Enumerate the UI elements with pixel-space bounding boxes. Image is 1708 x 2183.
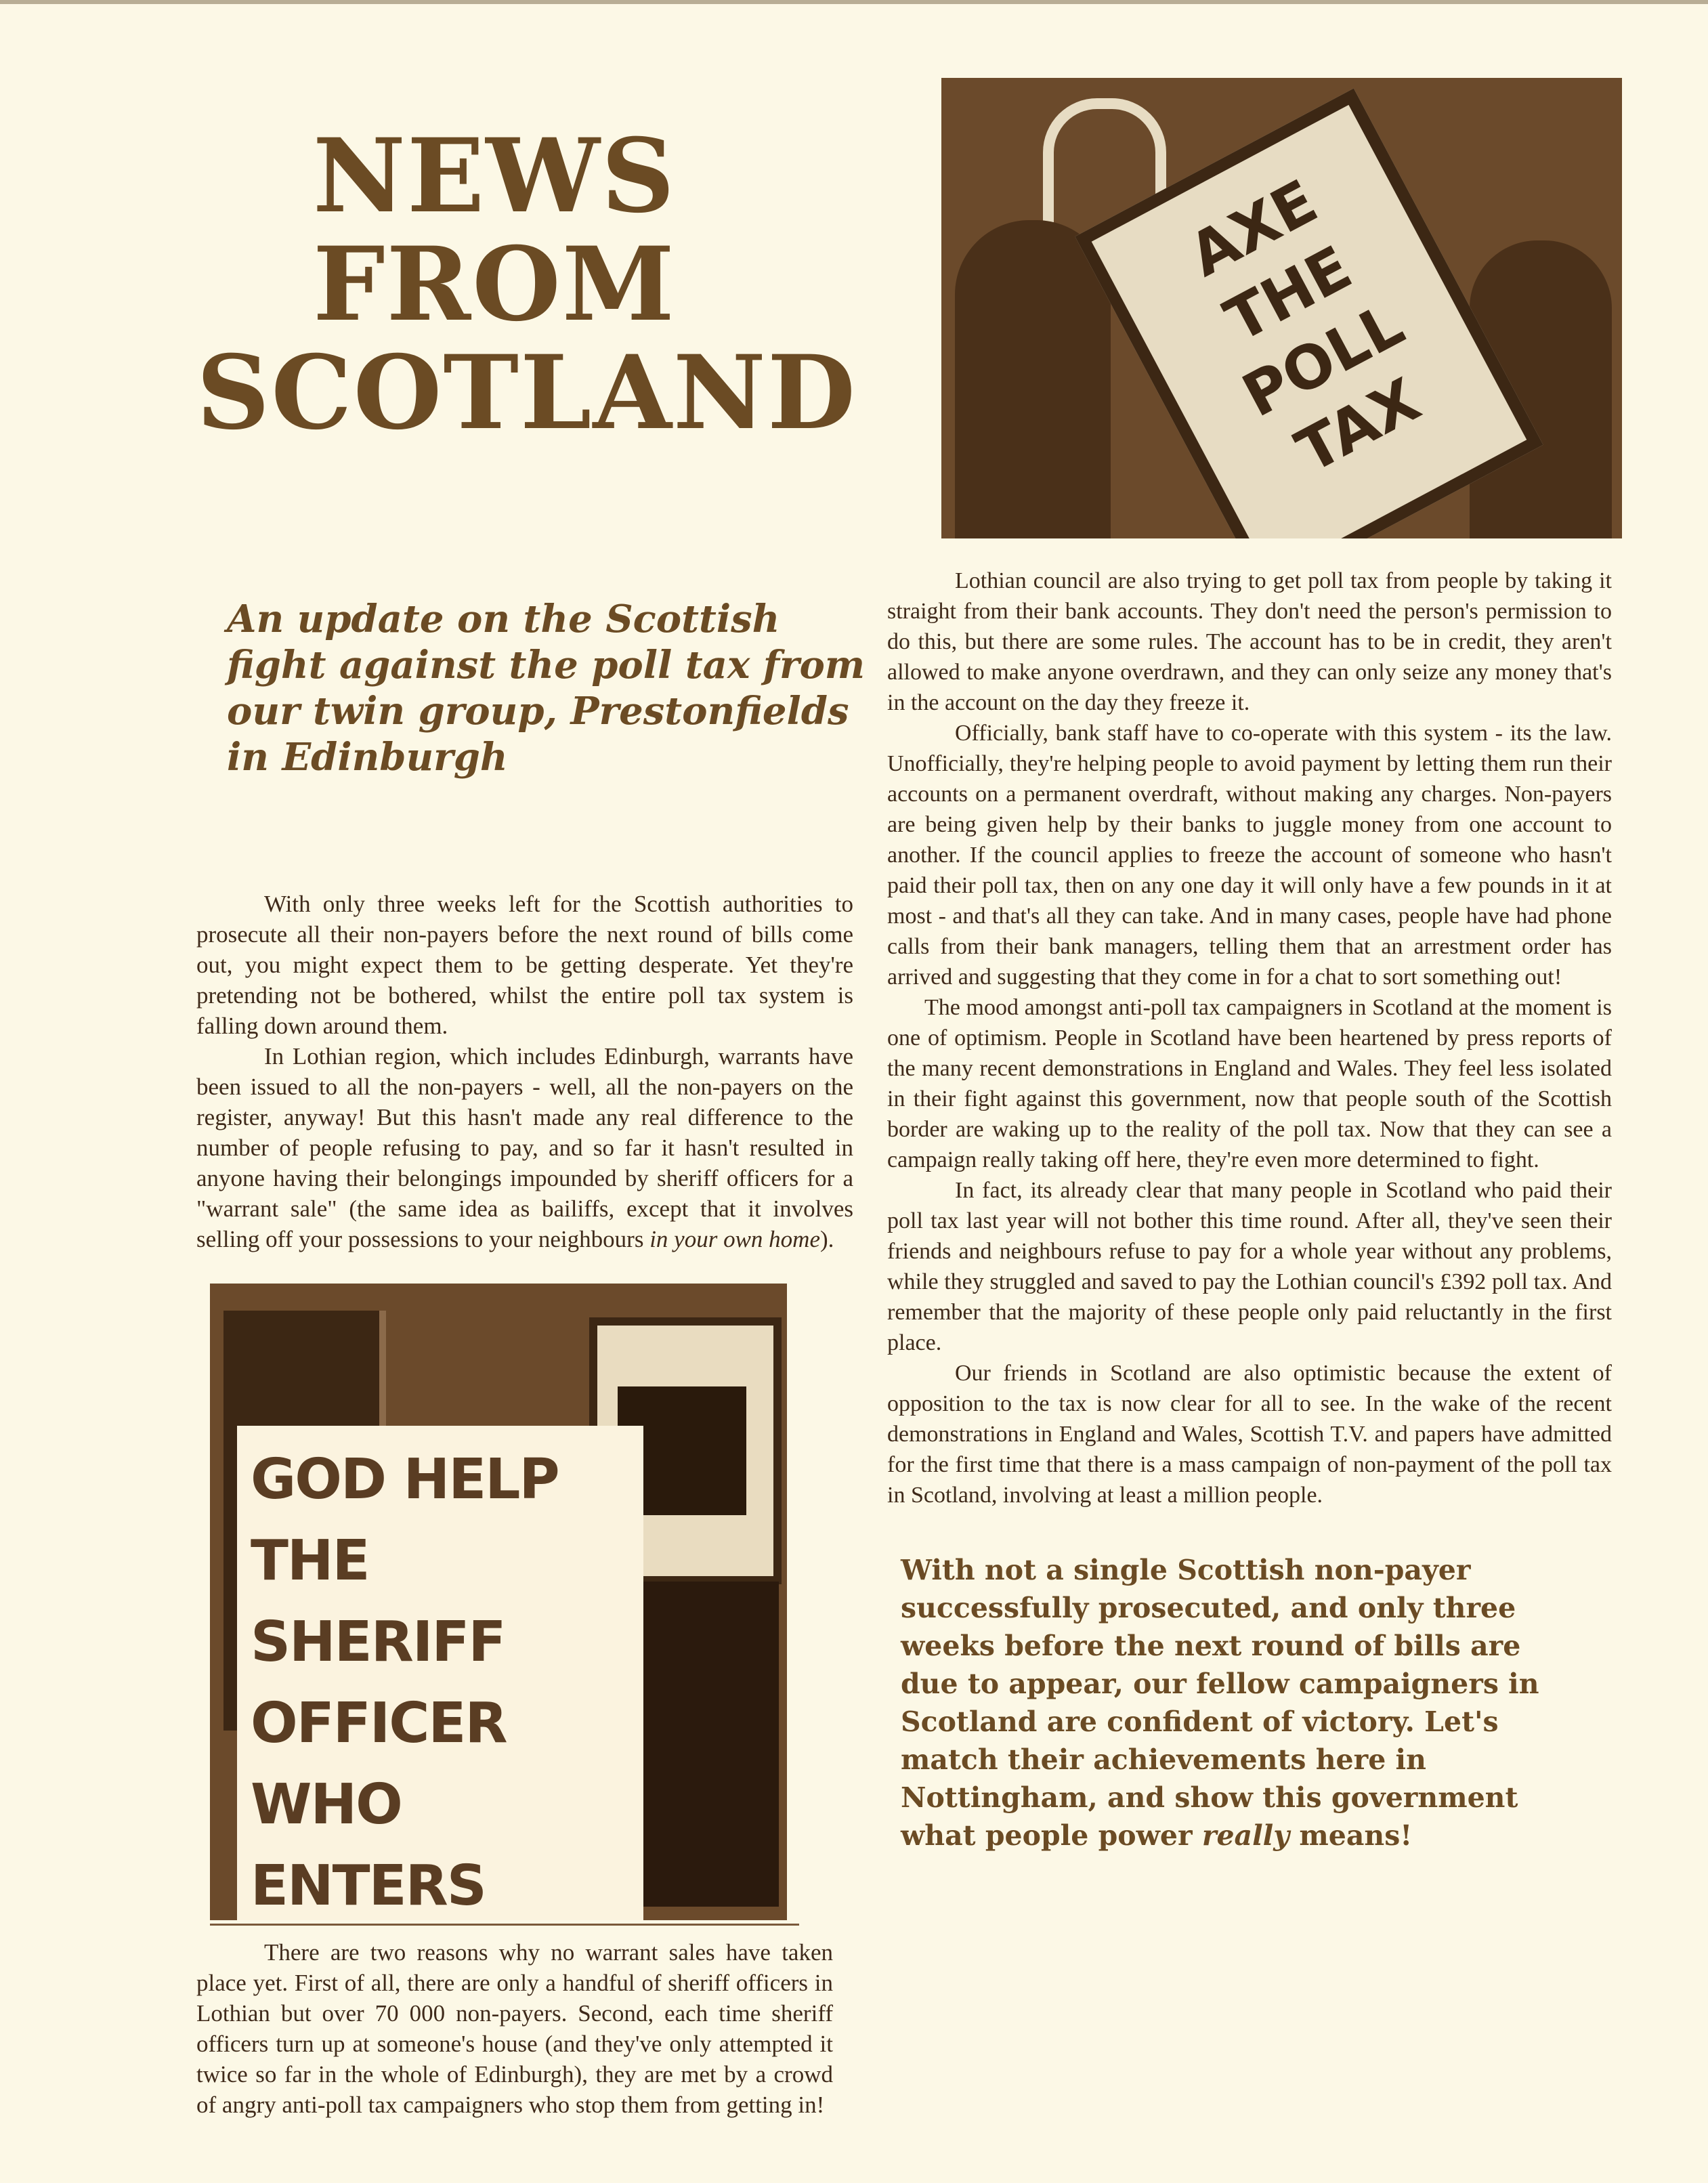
paragraph-end: ). <box>819 1226 834 1252</box>
paragraph-text: In Lothian region, which includes Edinburgh, warrants have been issued to all the non-payers - well, all the non-payers on the register, anyway! But this hasn't made any real difference to the number of people refusing to pay, and so far it hasn't resulted in anyone having their belongings impounded by sheriff officers for a "warrant sale" (the same idea as bailiffs, except that it involves selling off your possessions to your neighbours <box>196 1043 853 1252</box>
paragraph: In fact, its already clear that many people in Scotland who paid their poll tax last year will not bother this time round. After all, they've seen their friends and neighbours refuse to pay for a whole year without any problems, while they struggled and saved to pay the Lothian council's £392 poll tax. And remember that the majority of these people only paid reluctantly in the first place. <box>887 1178 1612 1355</box>
headline-line-3: SCOTLAND <box>196 333 857 452</box>
photo-rule <box>210 1924 799 1926</box>
photo-person-left <box>955 220 1111 538</box>
left-body-top <box>196 889 853 1254</box>
page-top-edge <box>0 0 1708 4</box>
paragraph: Our friends in Scotland are also optimistic because the extent of opposition to the tax is now clear for all to see. In the wake of the recent demonstrations in England and Wales, Scottish T.V. and papers have admitted for the first time that there is a mass campaign of non-payment of the poll tax in Scotland, involving at least a million people. <box>887 1361 1612 1508</box>
placard-text: AXE THE POLL TAX <box>1178 166 1431 487</box>
protest-poster-photo <box>941 78 1622 538</box>
right-column <box>887 78 1612 1855</box>
closing-emphasis: really <box>1201 1819 1290 1852</box>
sign-board <box>237 1426 643 1920</box>
paragraph-emphasis: in your own home <box>649 1226 820 1252</box>
headline-line-2: FROM <box>313 225 676 344</box>
left-body-bottom <box>196 1937 833 2120</box>
headline <box>196 116 857 452</box>
headline-line-1: NEWS <box>312 116 677 236</box>
photo-door <box>643 1582 779 1907</box>
sign-text: GOD HELP THE SHERIFF OFFICER WHO ENTERS <box>251 1447 559 1918</box>
sheriff-sign-photo <box>210 1284 787 1920</box>
paragraph: With only three weeks left for the Scottish authorities to prosecute all their non-payers before the next round of bills come out, you might expect them to be getting desperate. Yet they're pretending not be bothered, whilst the entire poll tax system is falling down around them. <box>196 891 853 1039</box>
right-body <box>887 566 1612 1510</box>
paragraph <box>196 1041 853 1254</box>
subheading: An update on the Scottish fight against the poll tax from our twin group, Prestonfields in Edinburgh <box>227 597 866 780</box>
paragraph: The mood amongst anti-poll tax campaigners in Scotland at the moment is one of optimism. People in Scotland have been heartened by press reports of the many recent demonstrations in England and Wales. They feel less isolated in their fight against this government, now that people south of the Scottish border are waking up to the reality of the poll tax. Now that they can see a campaign really taking off here, they're even more determined to fight. <box>887 995 1612 1172</box>
closing-statement <box>901 1551 1578 1855</box>
left-column <box>196 116 866 1254</box>
paragraph: There are two reasons why no warrant sales have taken place yet. First of all, there are only a handful of sheriff officers in Lothian but over 70 000 non-payers. Second, each time sheriff officers turn up at someone's house (and they've only attempted it twice so far in the whole of Edinburgh), they are met by a crowd of angry anti-poll tax campaigners who stop them from getting in! <box>196 1939 833 2118</box>
closing-end: means! <box>1289 1819 1413 1852</box>
closing-text: With not a single Scottish non-payer successfully prosecuted, and only three weeks before the next round of bills are due to appear, our fellow campaigners in Scotland are confident of victory. Let's match their achievements here in Nottingham, and show this government what people power <box>901 1554 1539 1852</box>
paragraph: Lothian council are also trying to get poll tax from people by taking it straight from their bank accounts. They don't need the person's permission to do this, but there are some rules. The account has to be in credit, they aren't allowed to make anyone overdrawn, and they can only seize any money that's in the account on the day they freeze it. <box>887 568 1612 715</box>
paragraph: Officially, bank staff have to co-operate with this system - its the law. Unofficially, they're helping people to avoid payment by letting them run their accounts on a permanent overdraft, without making any charges. Non-payers are being given help by their banks to juggle money from one account to another. If the council applies to freeze the account of someone who hasn't paid their poll tax, then on any one day it will only have a few pounds in it at most - and that's all they can take. And in many cases, people have had phone calls from their bank managers, telling them that an arrestment order has arrived and suggesting that they come in for a chat to sort something out! <box>887 721 1612 990</box>
